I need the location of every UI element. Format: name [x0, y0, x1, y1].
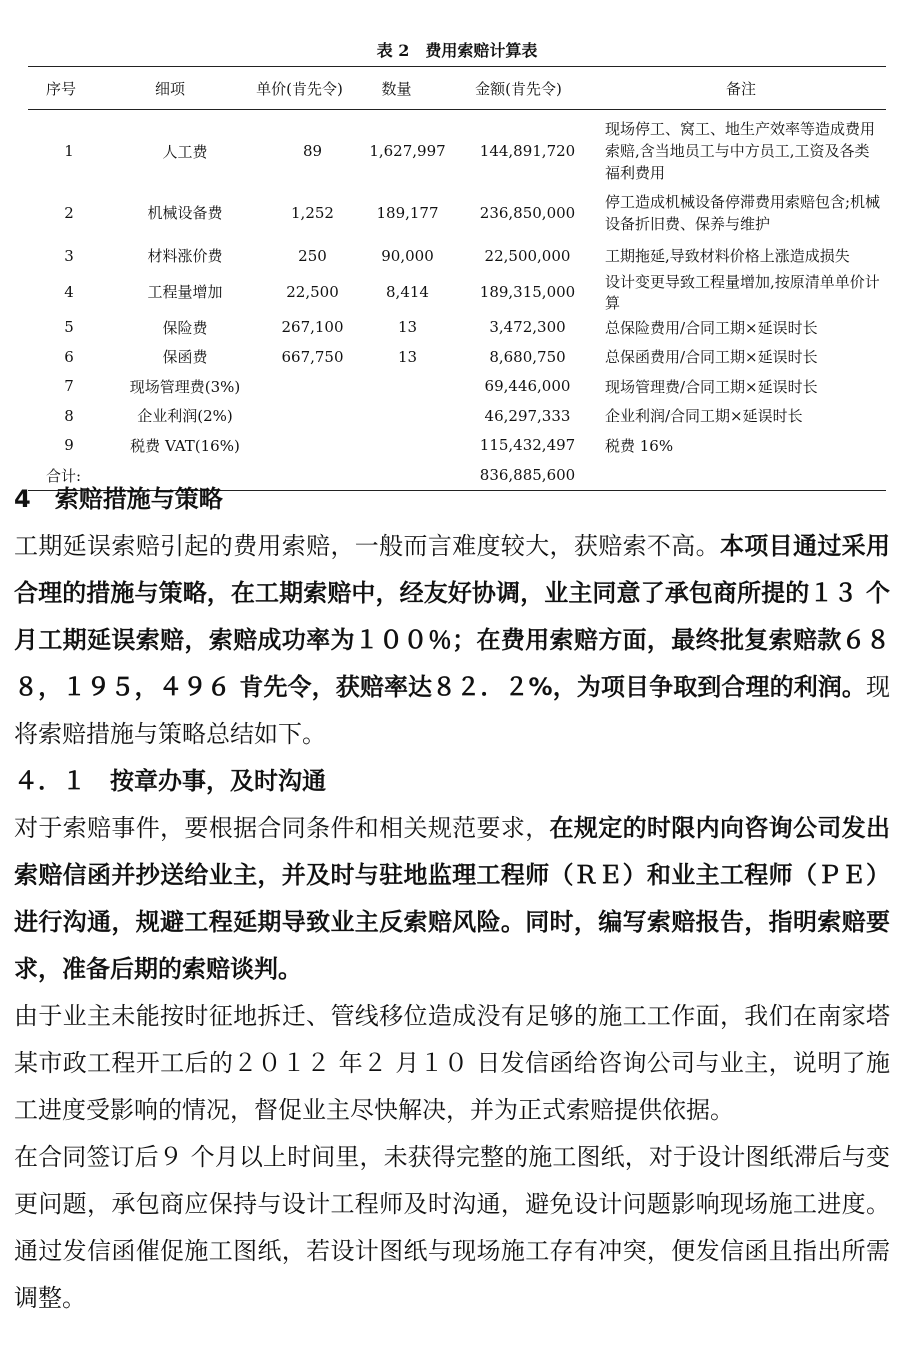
- cell-no: 2: [64, 203, 74, 222]
- cell-price: 267,100: [281, 318, 344, 337]
- cell-note: 税费 16%: [605, 436, 674, 455]
- header-cell: 细项: [154, 79, 185, 98]
- cell-qty: 1,627,997: [369, 142, 446, 160]
- cell-price: 1,252: [291, 203, 334, 222]
- cell-qty: [365, 372, 450, 402]
- fee-claim-table-block: [28, 36, 886, 491]
- cell-amount: 189,315,000: [479, 282, 576, 301]
- cell-qty: 189,177: [376, 203, 439, 222]
- table-title: 表 2 费用索赔计算表: [376, 41, 538, 60]
- table-row: [28, 372, 886, 402]
- cell-amount: 8,680,750: [489, 347, 566, 366]
- cell-qty: [365, 401, 450, 431]
- cell-no: 7: [64, 377, 74, 396]
- header-cell: 序号: [45, 79, 76, 98]
- cell-price: [260, 401, 365, 431]
- text-normal: 工期延误索赔引起的费用索赔，一般而言难度较大，获赔索不高。: [14, 532, 720, 560]
- cell-note: 总保险费用/合同工期×延误时长: [605, 318, 818, 337]
- cell-note: 工期拖延,导致材料价格上涨造成损失: [605, 247, 850, 266]
- header-cell: 数量: [381, 79, 412, 98]
- cell-qty: 13: [397, 318, 418, 337]
- article-body: [14, 476, 890, 1322]
- cell-no: 8: [64, 406, 74, 425]
- cell-note: 停工造成机械设备停滞费用索赔包含;机械设备折旧费、保养与维护: [605, 192, 881, 233]
- fee-claim-table-body: [28, 110, 886, 490]
- section4-paragraph: [14, 523, 890, 758]
- table-row: [28, 342, 886, 372]
- cell-no: 4: [64, 282, 74, 301]
- cell-note: 企业利润/合同工期×延误时长: [605, 407, 803, 426]
- cell-note: 现场停工、窝工、地生产效率等造成费用索赔,含当地员工与中方员工,工资及各类福利费用: [605, 120, 876, 182]
- cell-amount: 115,432,497: [479, 436, 576, 455]
- section-heading-4: 4 索赔措施与策略: [14, 485, 223, 513]
- total-amount: 836,885,600: [479, 466, 576, 484]
- cell-price: [260, 372, 365, 402]
- table-row: [28, 313, 886, 343]
- cell-item: 税费 VAT(16%): [130, 436, 240, 455]
- cell-note: 设计变更导致工程量增加,按原清单单价计算: [605, 272, 880, 312]
- cell-no: 1: [64, 142, 74, 160]
- text-normal: 现将索赔措施与策略总结如下。: [14, 673, 890, 748]
- cell-no: 6: [64, 347, 74, 366]
- text-normal: 对于索赔事件，要根据合同条件和相关规范要求，: [14, 814, 550, 842]
- table-row: [28, 118, 886, 184]
- cell-item: 企业利润(2%): [137, 407, 233, 426]
- text-bold: 本项目通过采用合理的措施与策略，在工期索赔中，经友好协调，业主同意了承包商所提的１３ 个月工期延误索赔，索赔成功率为１００％；在费用索赔方面，最终批复索赔款６８８，１９５，４９６ 肯先令，获赔率达８２．２%，为项目争取到合理的利润。: [14, 532, 891, 701]
- table-row: [28, 271, 886, 313]
- cell-price: 667,750: [281, 347, 344, 366]
- cell-amount: 236,850,000: [479, 203, 576, 222]
- header-cell: 备注: [725, 79, 756, 98]
- table-spacer-row: [28, 110, 886, 118]
- cell-price: 89: [302, 142, 323, 160]
- table-row: [28, 431, 886, 461]
- cell-price: [260, 431, 365, 461]
- cell-price: 250: [298, 246, 327, 265]
- fee-claim-table: [28, 67, 886, 109]
- cell-amount: 22,500,000: [484, 246, 571, 265]
- header-cell: 金额(肯先令): [475, 79, 562, 98]
- cell-no: 3: [64, 246, 74, 265]
- cell-note: 现场管理费/合同工期×延误时长: [605, 377, 818, 396]
- cell-item: 人工费: [162, 142, 208, 161]
- section-heading-4-1: ４．１ 按章办事，及时沟通: [14, 767, 326, 795]
- cell-item: 机械设备费: [147, 204, 223, 222]
- cell-qty: [365, 431, 450, 461]
- header-cell: 单价(肯先令): [256, 79, 343, 98]
- table-header-row: [28, 67, 886, 109]
- cell-no: 5: [64, 318, 74, 337]
- table-row: [28, 401, 886, 431]
- cell-qty: 13: [397, 347, 418, 366]
- cell-amount: 3,472,300: [489, 318, 566, 337]
- cell-qty: 90,000: [381, 246, 434, 265]
- cell-qty: 8,414: [386, 282, 429, 301]
- cell-item: 现场管理费(3%): [129, 377, 241, 396]
- cell-amount: 46,297,333: [484, 406, 571, 425]
- cell-price: 22,500: [286, 282, 339, 301]
- cell-amount: 144,891,720: [479, 142, 576, 160]
- section41-paragraph-3: 在合同签订后９ 个月以上时间里，未获得完整的施工图纸，对于设计图纸滞后与变更问题，承包商应保持与设计工程师及时沟通，避免设计问题影响现场施工进度。通过发信函催促施工图纸，若设计图纸与现场施工存有冲突，便发信函且指出所需调整。: [14, 1143, 890, 1312]
- total-label: 合计:: [46, 466, 82, 485]
- table-row: [28, 184, 886, 241]
- cell-item: 保函费: [162, 348, 208, 367]
- cell-note: 总保函费用/合同工期×延误时长: [605, 348, 818, 367]
- table-row: [28, 241, 886, 271]
- cell-amount: 69,446,000: [484, 377, 571, 396]
- text-bold: 在规定的时限内向咨询公司发出索赔信函并抄送给业主，并及时与驻地监理工程师（ＲＥ）和业主工程师（ＰＥ）进行沟通，规避工程延期导致业主反索赔风险。同时，编写索赔报告，指明索赔要求，准备后期的索赔谈判。: [14, 814, 891, 983]
- section41-paragraph-1: [14, 805, 890, 993]
- cell-item: 工程量增加: [147, 283, 223, 301]
- cell-no: 9: [64, 436, 74, 455]
- cell-item: 材料涨价费: [147, 247, 223, 266]
- cell-item: 保险费: [162, 318, 208, 337]
- section41-paragraph-2: 由于业主未能按时征地拆迁、管线移位造成没有足够的施工工作面，我们在南家塔某市政工程开工后的２０１２ 年２ 月１０ 日发信函给咨询公司与业主，说明了施工进度受影响的情况，督促业主尽快解决，并为正式索赔提供依据。: [14, 1002, 890, 1124]
